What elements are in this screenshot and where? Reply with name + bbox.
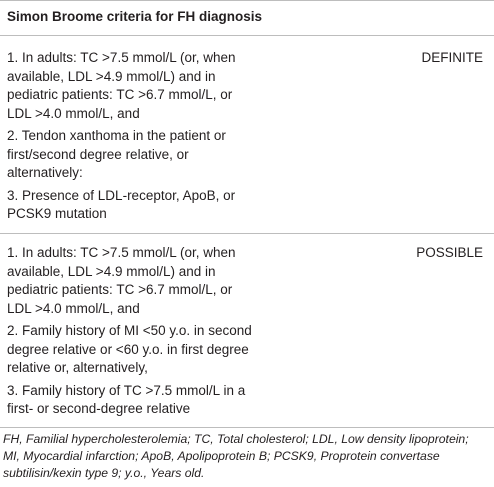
definite-criterion-1	[7, 49, 407, 123]
possible-category-label: POSSIBLE	[416, 245, 483, 260]
criterion-line: pediatric patients: TC >6.7 mmol/L, or	[7, 87, 233, 102]
table-title: Simon Broome criteria for FH diagnosis	[7, 9, 263, 24]
criterion-line: PCSK9 mutation	[7, 206, 107, 221]
criterion-line: available, LDL >4.9 mmol/L) and in	[7, 263, 216, 279]
criterion-line: 2. Family history of MI <50 y.o. in second	[7, 323, 252, 338]
criterion-line: LDL >4.0 mmol/L, and	[7, 105, 140, 121]
criterion-line: 3. Family history of TC >7.5 mmol/L in a	[7, 382, 246, 398]
table-footnote	[3, 431, 491, 483]
criterion-line: 2. Tendon xanthoma in the patient or	[7, 128, 226, 143]
criterion-line: available, LDL >4.9 mmol/L) and in	[7, 68, 216, 84]
criterion-line: pediatric patients: TC >6.7 mmol/L, or	[7, 282, 233, 297]
definite-criterion-3	[7, 187, 407, 224]
possible-criterion-3	[7, 382, 407, 419]
criterion-line: LDL >4.0 mmol/L, and	[7, 300, 140, 316]
definite-criterion-2	[7, 127, 407, 183]
footnote-line: MI, Myocardial infarction; ApoB, Apolipoprotein B; PCSK9, Proprotein convertase	[3, 449, 440, 464]
criterion-line: alternatively:	[7, 165, 83, 180]
definite-category-label: DEFINITE	[421, 50, 483, 65]
criterion-line: 1. In adults: TC >7.5 mmol/L (or, when	[7, 245, 236, 260]
table-bottom-rule	[0, 427, 494, 428]
possible-criterion-1	[7, 244, 407, 318]
definite-criteria	[7, 49, 407, 224]
possible-criterion-2	[7, 322, 407, 378]
criterion-line: degree relative or <60 y.o. in first degree	[7, 341, 249, 357]
header-rule	[0, 35, 494, 36]
criterion-line: 1. In adults: TC >7.5 mmol/L (or, when	[7, 50, 236, 65]
possible-criteria	[7, 244, 407, 419]
footnote-line: subtilisin/kexin type 9; y.o., Years old.	[3, 466, 205, 481]
table-top-rule	[0, 0, 494, 1]
footnote-line: FH, Familial hypercholesterolemia; TC, Total cholesterol; LDL, Low density lipoprotein;	[3, 432, 469, 446]
criterion-line: first- or second-degree relative	[7, 401, 191, 416]
row-divider-rule	[0, 233, 494, 234]
criterion-line: first/second degree relative, or	[7, 146, 189, 162]
criterion-line: 3. Presence of LDL-receptor, ApoB, or	[7, 187, 236, 203]
criterion-line: relative or, alternatively,	[7, 360, 148, 375]
